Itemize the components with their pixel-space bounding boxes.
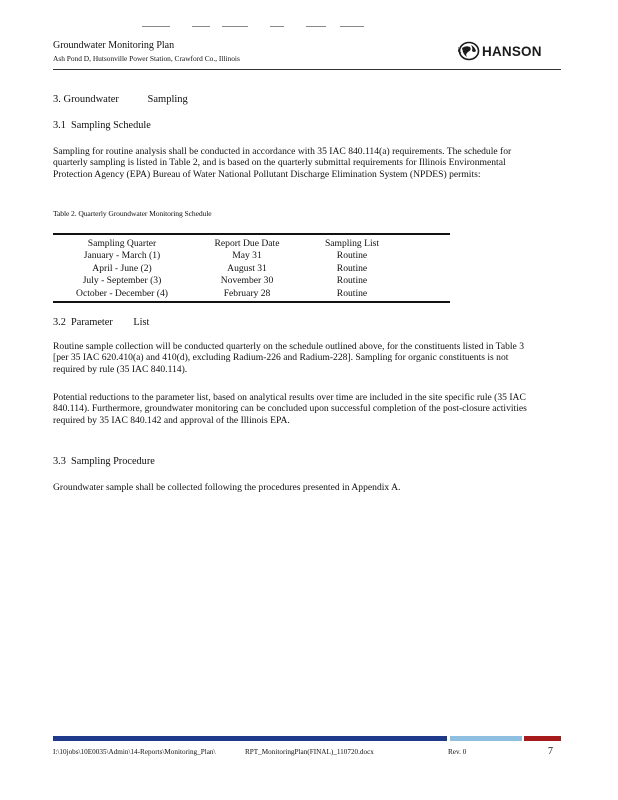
section-number: 3. — [53, 94, 61, 105]
table-row — [53, 250, 450, 262]
column-header: Report Due Date — [214, 238, 280, 249]
header-rule — [53, 69, 561, 70]
footer-filename: RPT_MonitoringPlan(FINAL)_110720.docx — [245, 748, 374, 756]
section-3-1-heading — [53, 120, 151, 131]
page-number: 7 — [548, 746, 553, 757]
section-3-2-heading — [53, 317, 149, 328]
table-header-row — [53, 238, 450, 250]
section-word-1: Parameter — [71, 317, 113, 328]
parameter-list-paragraph-2: Potential reductions to the parameter list, based on analytical results over time are included in the site specific rule (35 IAC 840.114). Furthermore, groundwater monitoring can be concluded upon successful completion of the post-closure activities required by 35 IAC 840.142 and approval of the Illinois EPA. — [53, 392, 527, 426]
section-title: Sampling Procedure — [71, 456, 155, 467]
footer-bar-light-blue — [450, 736, 522, 741]
table-caption: Table 2. Quarterly Groundwater Monitoring Schedule — [53, 209, 212, 218]
table-row — [53, 275, 450, 287]
table-cell: April - June (2) — [92, 262, 152, 274]
section-word-2: List — [133, 317, 150, 328]
table-cell: October - December (4) — [76, 287, 168, 299]
sampling-schedule-paragraph: Sampling for routine analysis shall be conducted in accordance with 35 IAC 840.114(a) requirements. The schedule for quarterly sampling is listed in Table 2, and is based on the quarterly submittal requirements for Illinois Environmental Protection Agency (EPA) Bureau of Water National Pollutant Discharge Elimination System (NPDES) permits: — [53, 146, 512, 180]
table-cell: November 30 — [220, 275, 274, 287]
section-word-1: Groundwater — [63, 94, 119, 105]
parameter-list-paragraph-1: Routine sample collection will be conducted quarterly on the schedule outlined above, for the constituents listed in Table 3 [per 35 IAC 620.410(a) and 410(d), excluding Radium-226 and Radium-228]. Sampling for organic constituents is not required by rule (35 IAC 840.114). — [53, 341, 524, 375]
column-header: Sampling List — [324, 238, 380, 249]
header-subtitle: Ash Pond D, Hutsonville Power Station, Crawford Co., Illinois — [53, 54, 240, 63]
section-word-2: Sampling — [147, 94, 188, 105]
table-row — [53, 263, 450, 275]
section-number: 3.1 — [53, 120, 66, 131]
section-3-3-heading — [53, 456, 155, 467]
column-header: Sampling Quarter — [87, 238, 157, 249]
table-row — [53, 288, 450, 300]
sampling-procedure-paragraph: Groundwater sample shall be collected following the procedures presented in Appendix A. — [53, 482, 401, 493]
section-3-heading — [53, 94, 188, 105]
scan-marks — [142, 26, 372, 28]
table-cell: July - September (3) — [82, 275, 162, 287]
footer-revision: Rev. 0 — [448, 748, 467, 756]
footer-path: I:\10jobs\10E0035\Admin\14-Reports\Monitoring_Plan\ — [53, 748, 216, 756]
table-cell: January - March (1) — [83, 250, 161, 262]
footer-bar-navy — [53, 736, 447, 741]
header-title: Groundwater Monitoring Plan — [53, 40, 175, 51]
table-cell: Routine — [336, 275, 368, 287]
globe-icon — [458, 41, 480, 61]
table-cell: Routine — [336, 262, 368, 274]
section-number: 3.2 — [53, 317, 66, 328]
section-number: 3.3 — [53, 456, 66, 467]
table-cell: August 31 — [227, 262, 267, 274]
section-title: Sampling Schedule — [71, 120, 151, 131]
table-cell: May 31 — [232, 250, 262, 262]
footer-bar-red — [524, 736, 561, 741]
logo-text: HANSON — [482, 43, 542, 59]
hanson-logo — [458, 40, 554, 62]
table-cell: Routine — [336, 287, 368, 299]
table-cell: Routine — [336, 250, 368, 262]
table-cell: February 28 — [223, 287, 271, 299]
monitoring-schedule-table — [53, 233, 450, 303]
